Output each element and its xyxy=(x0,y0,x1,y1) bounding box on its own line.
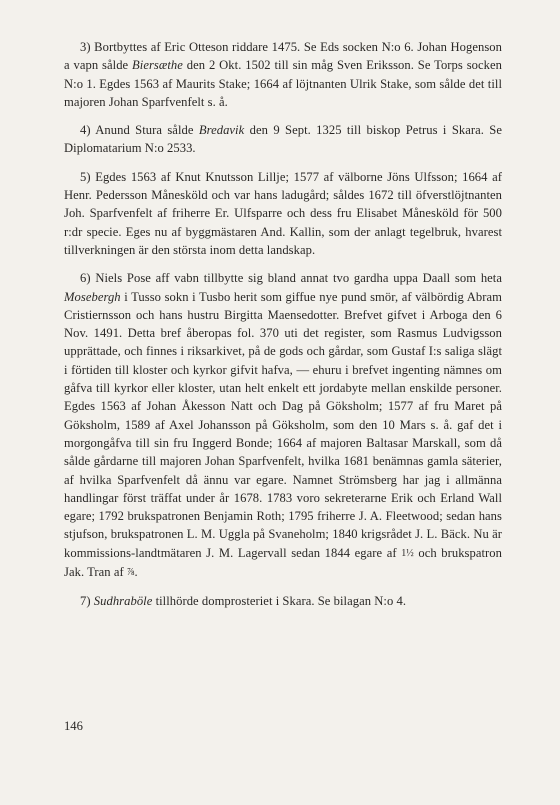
footnote-3-text-b: den 2 Okt. 1502 till sin måg Sven Eriksson. Se Torps socken N:o 1. Egdes 1563 af Maurits Stake; 1664 af löjtnanten Ulrik Stake, som sålde det till majoren Johan Sparfvenfelt s. å. xyxy=(64,58,502,109)
footnote-7-text-a: 7) xyxy=(80,594,94,609)
footnote-6-text-d: . xyxy=(134,565,138,580)
footnote-5 xyxy=(64,168,502,259)
footnote-5-text: 5) Egdes 1563 af Knut Knutsson Lillje; 1577 af välborne Jöns Ulfsson; 1664 af Henr. Pedersson Månesköld och var hans ladugård; såldes 1672 till öfverstlöjtnanten Joh. Sparfvenfelt af friherre Er. Ulfsparre och dess fru Elisabet Månesköld för 500 r:dr specie. Eges nu af byggmästaren And. Kallin, som der anlagt tegelbruk, hvarest tillverkningen är den största inom detta landskap. xyxy=(64,169,502,257)
page-number: 146 xyxy=(64,719,83,733)
footnote-7 xyxy=(64,592,502,610)
footnote-6-fraction: 1½ xyxy=(401,547,414,559)
footnote-4 xyxy=(64,121,502,158)
footnote-3 xyxy=(64,38,502,111)
footnote-3-text-a: 3) Bortbyttes af Eric Otteson riddare 1475. Se Eds socken N:o 6. Johan Hogenson a vapn sålde xyxy=(64,40,502,73)
footnote-7-place-name: Sudhraböle xyxy=(93,594,153,609)
footnote-6-text-c: och brukspatron Jak. Tran af xyxy=(64,545,502,580)
footnote-3-place-name: Biersæthe xyxy=(132,58,183,73)
main-text xyxy=(64,38,502,621)
footnote-6-place-name: Mosebergh xyxy=(64,289,121,304)
footnote-6-fraction-2: ⅞ xyxy=(126,567,135,579)
footnote-6-text-a: 6) Niels Pose aff vabn tillbytte sig bland annat tvo gardha uppa Daall som heta xyxy=(80,271,502,286)
footnote-7-text-b: tillhörde domprosteriet i Skara. Se bilagan N:o 4. xyxy=(152,594,407,609)
footnote-4-text-a: 4) Anund Stura sålde xyxy=(80,123,199,138)
footnote-6-text-b: i Tusso sokn i Tusbo herit som giffue nye pund smör, af välbördig Abram Cristiernsson och hans hustru Birgitta Maensedotter. Brefvet gifvet i Arboga den 6 Nov. 1491. Detta bref åberopas fol. 370 uti det register, som Rasmus Ludvigsson upprättade, och finnes i riksarkivet, på de gods och gårdar, som Gustaf I:s saliga slägt i förtiden till kloster och kyrkor gifvit hafva, — ehuru i brefvet ingenting nämnes om gåfva till kyrkor eller kloster, utan helt enkelt ett jordabyte mellan enskilde personer. Egdes 1563 af Johan Åkesson Natt och Dag på Göksholm; 1577 af fru Maret på Göksholm, 1589 af Axel Johansson på Göksholm, som den 10 Mars s. å. gaf det i morgongåfva till sin fru Inggerd Bonde; 1664 af majoren Baltasar Marskall, som då sålde gårdarne till majoren Johan Sparfvenfelt, hvilka 1681 benämnas gamla säterier, af hvilka Sparfvenfelt då ännu var egare. Namnet Strömsberg har jag i allmänna handlingar först träffat under år 1678. 1783 voro sekreterarne Erik och Erland Wall egare; 1792 brukspatronen Benjamin Roth; 1795 friherre J. A. Fleetwood; sedan hans stjufson, brukspatronen L. M. Uggla på Svaneholm; 1840 krigsrådet J. L. Bäck. Nu är kommissions-landtmätaren J. M. Lagervall sedan 1844 egare af xyxy=(64,289,502,560)
footnote-6 xyxy=(64,269,502,582)
footnote-4-place-name: Bredavik xyxy=(198,123,245,138)
footnote-4-text-b: den 9 Sept. 1325 till biskop Petrus i Skara. Se Diplomatarium N:o 2533. xyxy=(64,123,502,156)
